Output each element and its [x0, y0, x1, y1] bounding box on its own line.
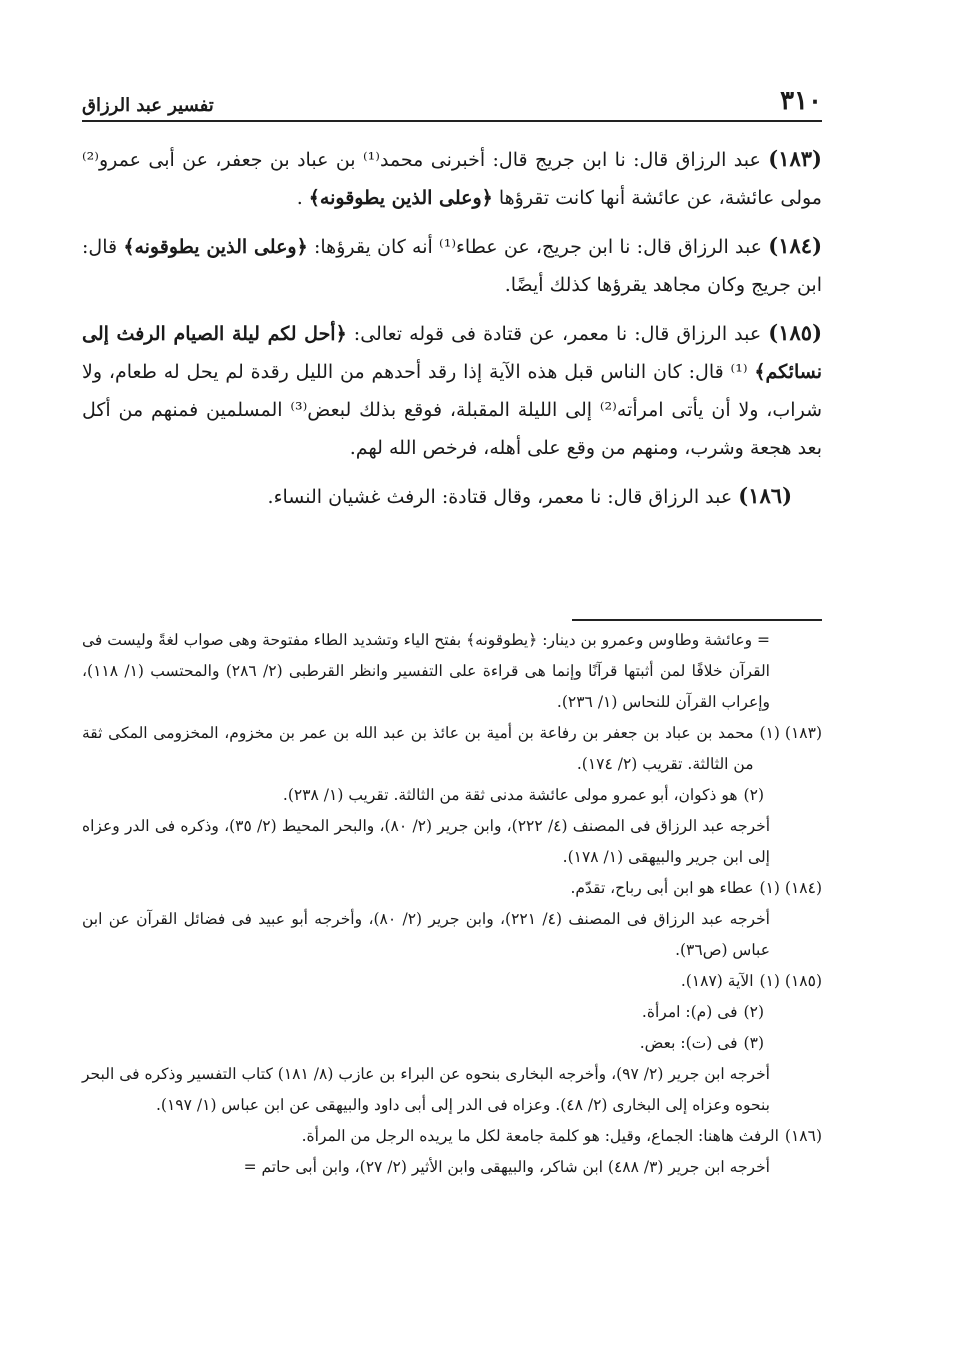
footnote	[82, 966, 822, 997]
narration-186	[82, 477, 822, 516]
footnote-text: فى (م): امرأة.	[641, 1003, 738, 1021]
quran-quote: ﴿أحل لكم ليلة الصيام الرفث إلى نسائكم﴾	[82, 323, 822, 383]
footnote	[82, 811, 822, 873]
footnotes	[82, 625, 822, 1183]
footnote	[82, 1028, 822, 1059]
narration-tail: .	[296, 187, 303, 209]
footnote-label: (٢)	[743, 1003, 764, 1021]
narration-number: (١٨٤)	[768, 233, 822, 258]
footnote	[82, 1059, 822, 1121]
footnote-text: الآية (١٨٧).	[680, 972, 754, 990]
footnote-text: أخرجه ابن جرير (٢/ ٩٧)، وأخرجه البخارى بنحوه عن البراء بن عازب (٨/ ١٨١) كتاب التفسير وذكره فى البحر بنحوه وعزاه إلى البخارى (٢/ ٤٨). وعزاه فى الدر إلى أبى داود والبيهقى عن ابن عباس (١/ ١٩٧).	[82, 1065, 770, 1114]
narration-tail: ⁽¹⁾ قال: كان الناس قبل هذه الآية إذا رقد أحدهم من الليل رقدة لم يحل له طعام، ولا شراب، ولا أن يأتى امرأته⁽²⁾ إلى الليلة المقبلة، فوقع بذلك لبعض⁽³⁾ المسلمين فمنهم من أكل بعد هجعة وشرب، ومنهم من وقع على أهله، فرخص الله لهم.	[82, 361, 822, 459]
footnote-label: (٣)	[743, 1034, 764, 1052]
narration-text: عبد الرزاق قال: نا معمر، وقال قتادة: الرفث غشيان النساء.	[267, 486, 733, 508]
footnote	[82, 780, 822, 811]
book-page	[82, 0, 822, 1369]
footnote	[82, 718, 822, 780]
narration-text: عبد الرزاق قال: نا معمر، عن قتادة فى قوله تعالى:	[346, 323, 762, 345]
footnote	[82, 1152, 822, 1183]
footnote-text: الرفث هاهنا: الجماع، وقيل: هو كلمة جامعة لكل ما يريده الرجل من المرأة.	[301, 1127, 779, 1145]
footnote-text: هو ذكوان، أبو عمرو مولى عائشة مدنى ثقة من الثالثة. تقريب (١/ ٢٣٨).	[282, 786, 738, 804]
footnote-separator	[572, 619, 822, 621]
narration-tail: قال: ابن جريج وكان مجاهد يقرؤها كذلك أيضًا.	[82, 236, 822, 296]
footnote	[82, 873, 822, 904]
quran-quote: ﴿وعلى الذين يطوقونه﴾	[123, 236, 308, 258]
narration-number: (١٨٣)	[768, 146, 822, 171]
footnote-text: فى (ت): بعض.	[639, 1034, 738, 1052]
footnote-text: أخرجه عبد الرزاق فى المصنف (٤/ ٢٢١)، وابن جرير (٢/ ٨٠)، وأخرجه أبو عبيد فى فضائل القرآن عن ابن عباس (ص٣٦).	[82, 910, 770, 959]
narration-number: (١٨٥)	[768, 320, 823, 345]
page-number: ٣١٠	[780, 86, 822, 116]
narration-text: عبد الرزاق قال: نا ابن جريج، عن عطاء⁽¹⁾ أنه كان يقرؤها:	[307, 236, 763, 258]
footnote-text: = وعائشة وطاوس وعمرو بن دينار: ﴿يطوقونه﴾ بفتح الياء وتشديد الطاء مفتوحة وهى صواب لغةً وليست فى القرآن خلافًا لمن أثبتها قرآنًا وإنما هى قراءة على التفسير وانظر القرطبى (٢/ ٢٨٦) والمحتسب (١/ ١١٨)، وإعراب القرآن للنحاس (١/ ٢٣٦).	[82, 631, 770, 711]
footnote-text: أخرجه عبد الرزاق فى المصنف (٤/ ٢٢٢)، وابن جرير (٢/ ٨٠)، والبحر المحيط (٢/ ٣٥)، وذكره فى الدر وعزاه إلى ابن جرير والبيهقى (١/ ١٧٨).	[82, 817, 771, 866]
footnote	[82, 1121, 822, 1152]
book-title: تفسير عبد الرزاق	[82, 95, 214, 116]
footnote-text: عطاء هو ابن أبى رباح، تقدّم.	[570, 879, 754, 897]
footnote	[82, 625, 822, 718]
footnote	[82, 904, 822, 966]
footnote-label: (١٨٤) (١)	[759, 879, 822, 897]
narration-183	[82, 140, 822, 217]
footnote-label: (١٨٣) (١)	[759, 724, 822, 742]
quran-quote: ﴿وعلى الذين يطوقونه﴾	[308, 187, 493, 209]
footnote	[82, 997, 822, 1028]
footnote-text: محمد بن عباد بن جعفر بن رفاعة بن أمية بن عائذ بن عبد الله بن عمر بن مخزوم، المخزومى المكى ثقة من الثالثة. تقريب (٢/ ١٧٤).	[82, 724, 754, 773]
footnote-label: (٢)	[743, 786, 764, 804]
narration-number: (١٨٦)	[738, 483, 792, 508]
footnote-label: (١٨٦)	[784, 1127, 822, 1145]
narration-184	[82, 227, 822, 304]
narration-185	[82, 314, 822, 467]
narration-text: عبد الرزاق قال: نا ابن جريج قال: أخبرنى محمد⁽¹⁾ بن عباد بن جعفر، عن أبى عمرو⁽²⁾ مولى عائشة، عن عائشة أنها كانت تقرؤها	[82, 149, 822, 209]
main-text	[82, 140, 822, 526]
footnote-text: أخرجه ابن جرير (٣/ ٤٨٨) ابن شاكر، والبيهقى وابن الأثير (٢/ ٢٧)، وابن أبى حاتم =	[243, 1158, 770, 1176]
running-header	[82, 86, 822, 122]
footnote-label: (١٨٥) (١)	[759, 972, 822, 990]
